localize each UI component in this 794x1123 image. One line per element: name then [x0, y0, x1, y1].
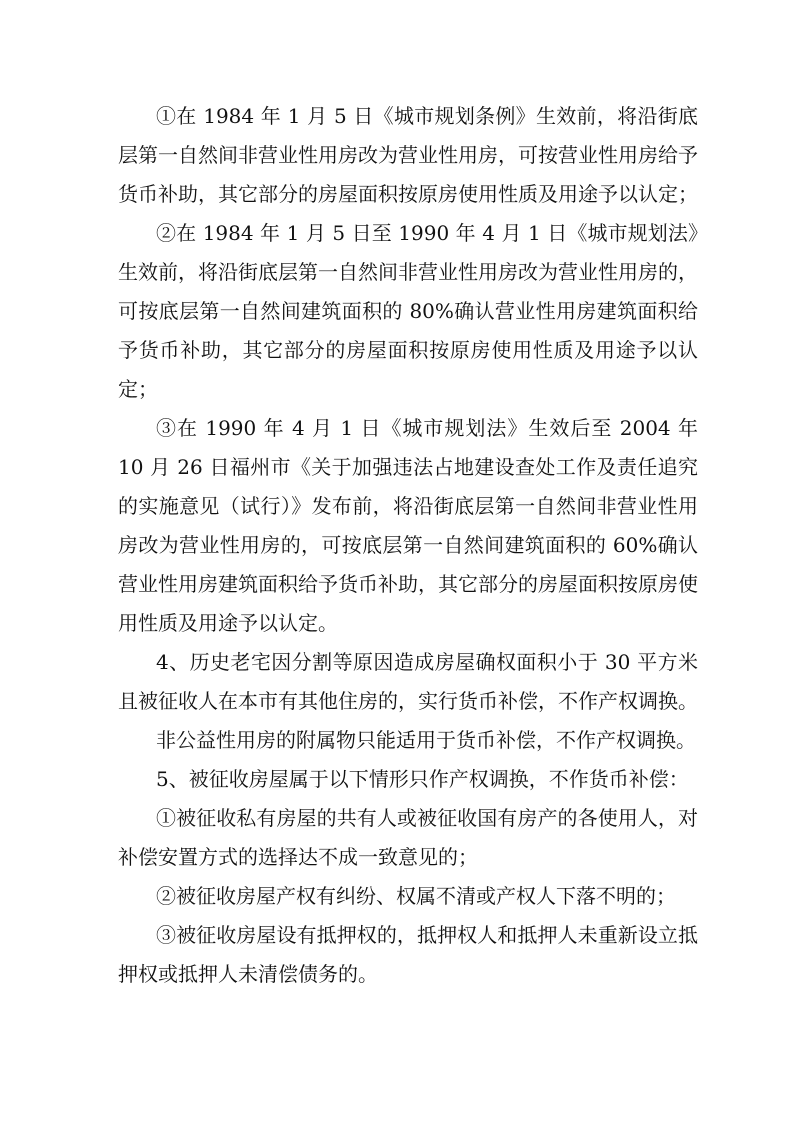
paragraph-3: ③在 1990 年 4 月 1 日《城市规划法》生效后至 2004 年 10 月 26 日福州市《关于加强违法占地建设查处工作及责任追究的实施意见（试行）》发布前，将沿街底层第一自然间非营业性用房改为营业性用房的，可按底层第一自然间建筑面积的 60%确认营业性用房建筑面积给予货币补助，其它部分的房屋面积按原房使用性质及用途予以认定。	[118, 416, 698, 635]
paragraph-4: 4、历史老宅因分割等原因造成房屋确权面积小于 30 平方米且被征收人在本市有其他住房的，实行货币补偿，不作产权调换。	[118, 650, 698, 713]
paragraph-2: ②在 1984 年 1 月 5 日至 1990 年 4 月 1 日《城市规划法》生效前，将沿街底层第一自然间非营业性用房改为营业性用房的，可按底层第一自然间建筑面积的 80%确认营业性用房建筑面积给予货币补助，其它部分的房屋面积按原房使用性质及用途予以认定；	[118, 221, 698, 401]
document-body	[118, 97, 698, 994]
paragraph-8: ②被征收房屋产权有纠纷、权属不清或产权人下落不明的；	[156, 884, 676, 908]
paragraph-9: ③被征收房屋设有抵押权的，抵押权人和抵押人未重新设立抵押权或抵押人未清偿债务的。	[118, 923, 698, 986]
paragraph-5: 非公益性用房的附属物只能适用于货币补偿，不作产权调换。	[156, 728, 696, 752]
paragraph-6: 5、被征收房屋属于以下情形只作产权调换，不作货币补偿：	[156, 767, 689, 791]
paragraph-7: ①被征收私有房屋的共有人或被征收国有房产的各使用人，对补偿安置方式的选择达不成一致意见的；	[118, 806, 698, 869]
paragraph-1: ①在 1984 年 1 月 5 日《城市规划条例》生效前，将沿街底层第一自然间非营业性用房改为营业性用房，可按营业性用房给予货币补助，其它部分的房屋面积按原房使用性质及用途予以认定；	[118, 104, 698, 206]
